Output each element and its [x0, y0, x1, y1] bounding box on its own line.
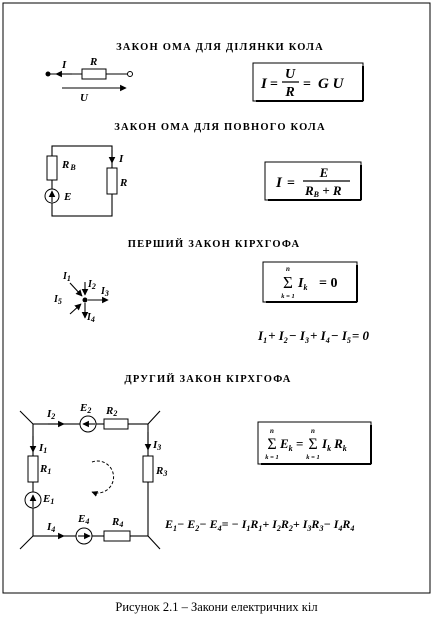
formula-numerator: U — [284, 67, 296, 82]
i1-label: $I_1$ — [63, 271, 71, 283]
current-label: I — [62, 59, 67, 71]
equation-subscript: 2 — [283, 336, 288, 345]
equation-subscript: 4 — [217, 524, 222, 533]
heading-full-circuit: ЗАКОН ОМА ДЛЯ ПОВНОГО КОЛА — [114, 122, 326, 133]
heading-ohm-section: ЗАКОН ОМА ДЛЯ ДІЛЯНКИ КОЛА — [116, 42, 324, 53]
i2-label: $I_2$ — [88, 279, 96, 291]
sum-eq: = — [296, 436, 304, 451]
ohm-section-formula — [253, 63, 363, 101]
branch-stub — [20, 536, 33, 549]
sum-upper: n — [270, 427, 274, 435]
sum-lower: k = 1 — [281, 293, 295, 300]
first-law-equation — [257, 328, 370, 345]
heading-second-kirchhoff: ДРУГИЙ ЗАКОН КІРХГОФА — [124, 374, 292, 385]
sum-term: $I_k$ — [298, 276, 308, 292]
figure-frame — [3, 3, 430, 593]
equation-term: + I — [292, 517, 308, 531]
i5-label: $I_5$ — [54, 294, 62, 306]
rb-label: RВ — [62, 159, 76, 172]
equation-term: I — [258, 328, 264, 343]
i1-label: I1 — [39, 442, 48, 455]
equation-term: + I — [309, 328, 326, 343]
node-diagram — [53, 271, 109, 324]
equation-subscript: 4 — [338, 524, 343, 533]
sum-upper: n — [286, 265, 290, 273]
full-circuit-formula — [265, 162, 361, 200]
equation-subscript: 2 — [276, 524, 281, 533]
branch-stub — [20, 411, 33, 424]
sum-right-term: $I_k$ $R_k$ — [322, 436, 347, 453]
internal-resistor — [47, 156, 57, 180]
i2-label: I2 — [47, 408, 56, 421]
equation-subscript: 3 — [319, 524, 324, 533]
heading-first-kirchhoff: ПЕРШИЙ ЗАКОН КІРХГОФА — [127, 239, 301, 250]
formula-eq: = — [270, 77, 278, 92]
sum-lower: k = 1 — [265, 454, 279, 461]
sum-upper: n — [311, 427, 315, 435]
equation-term: R — [342, 517, 351, 531]
loop-wire — [33, 424, 148, 536]
equation-term: + I — [268, 328, 284, 343]
current-label: I — [119, 153, 124, 165]
loop-direction-arrow — [92, 461, 114, 493]
equation-term: R — [311, 517, 320, 531]
sigma-symbol: Σ — [267, 436, 277, 453]
formula-lhs: I — [276, 175, 282, 191]
load-resistor — [107, 168, 117, 194]
i4-label: I4 — [47, 521, 56, 534]
equation-term: − E — [177, 517, 196, 531]
branch-i1 — [70, 283, 82, 296]
voltage-label: U — [80, 92, 88, 104]
e4-label: E4 — [78, 513, 90, 526]
r4-label: R4 — [112, 516, 124, 529]
resistor-r1 — [28, 456, 38, 482]
formula-denominator: R — [285, 85, 295, 100]
equation-term: = − I — [221, 517, 247, 531]
sigma-symbol: Σ — [308, 436, 318, 453]
r2-label: R2 — [106, 405, 118, 418]
equation-term: R — [250, 517, 259, 531]
second-law-equation — [164, 517, 354, 533]
loop-wire — [52, 146, 112, 216]
equation-term: − I — [323, 517, 339, 531]
i3-label: $I_3$ — [101, 286, 109, 298]
equation-term: − E — [199, 517, 218, 531]
resistor-r4 — [104, 531, 130, 541]
emf-label: E — [64, 191, 72, 203]
loop-diagram — [20, 402, 167, 549]
equation-term: = 0 — [351, 328, 370, 343]
r1-label: R1 — [40, 463, 52, 476]
ohm-section-circuit — [46, 56, 133, 104]
node-point — [83, 298, 88, 303]
equation-subscript: 2 — [195, 524, 200, 533]
sigma-symbol: Σ — [283, 273, 293, 292]
resistor-r2 — [104, 419, 128, 429]
equation-subscript: 4 — [325, 336, 330, 345]
right-terminal — [128, 72, 133, 77]
equation-term: E — [165, 517, 174, 531]
formula-eq: = — [287, 176, 295, 191]
i3-label: I3 — [153, 439, 162, 452]
equation-subscript: 4 — [350, 524, 355, 533]
equation-term: − I — [288, 328, 305, 343]
formula-lhs: I — [261, 76, 267, 92]
equation-term: + I — [262, 517, 277, 531]
r3-label: R3 — [156, 465, 168, 478]
full-circuit-diagram — [45, 146, 127, 216]
branch-stub — [148, 536, 160, 549]
resistor-r3 — [143, 456, 153, 482]
equation-subscript: 1 — [258, 524, 263, 533]
equation-subscript: 3 — [304, 336, 309, 345]
figure-caption: Рисунок 2.1 – Закони електричних кіл — [115, 600, 318, 614]
i4-label: $I_4$ — [87, 312, 95, 324]
equation-term: − I — [330, 328, 347, 343]
equation-term: R — [280, 517, 289, 531]
formula-denominator: RВ + R — [305, 183, 342, 199]
equation-subscript: 3 — [307, 524, 312, 533]
e1-label: E1 — [43, 493, 55, 506]
first-law-formula — [263, 262, 357, 302]
equation-subscript: 5 — [346, 336, 351, 345]
equation-subscript: 1 — [173, 524, 178, 533]
resistor-label: R — [90, 56, 98, 68]
branch-stub — [148, 411, 160, 424]
sum-lower: k = 1 — [306, 454, 320, 461]
resistor-r — [82, 69, 106, 79]
formula-eq2: = — [303, 77, 311, 92]
formula-numerator: E — [319, 165, 329, 180]
equation-subscript: 2 — [288, 524, 293, 533]
sum-rhs: = 0 — [319, 276, 338, 291]
second-law-formula — [258, 422, 371, 464]
sum-left-term: $E_k$ — [280, 436, 293, 453]
equation-subscript: 1 — [263, 336, 268, 345]
load-label: R — [120, 177, 128, 189]
formula-rhs: G U — [318, 76, 344, 92]
equation-subscript: 1 — [246, 524, 251, 533]
formula-box — [263, 262, 357, 302]
branch-i5 — [70, 304, 81, 314]
e2-label: E2 — [80, 402, 92, 415]
